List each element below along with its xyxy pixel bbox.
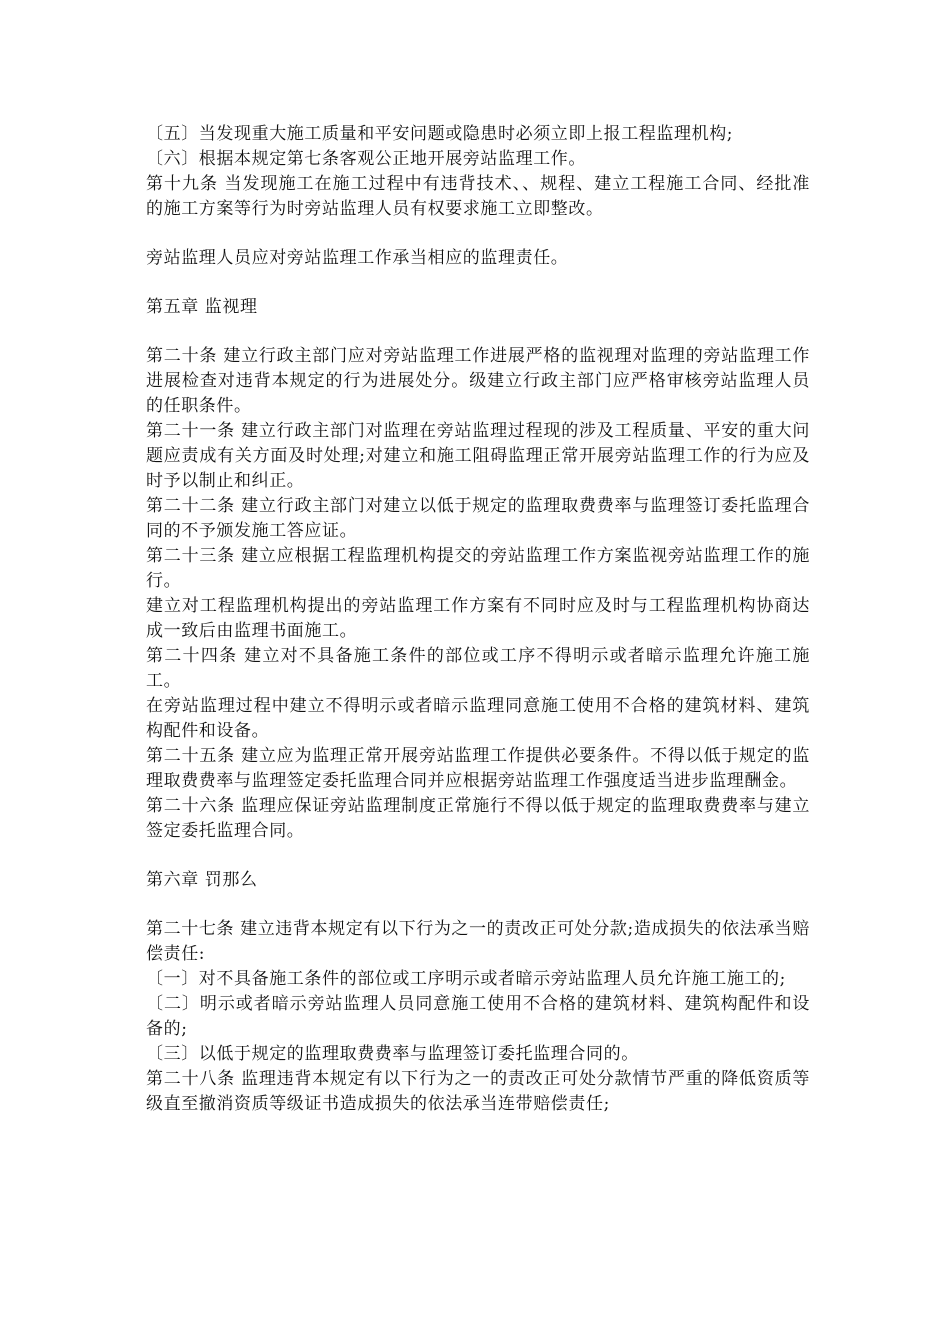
chapter-heading: 第五章 监视理 xyxy=(146,297,258,317)
paragraph: 〔五〕当发现重大施工质量和平安问题或隐患时必须立即上报工程监理机构; xyxy=(146,124,734,144)
chapter-heading: 第六章 罚那么 xyxy=(146,870,258,890)
paragraph: 〔三〕以低于规定的监理取费费率与监理签订委托监理合同的。 xyxy=(146,1044,639,1064)
paragraph-gap xyxy=(146,320,810,344)
paragraph: 第二十三条 建立应根据工程监理机构提交的旁站监理工作方案监视旁站监理工作的施行。 xyxy=(146,546,810,591)
paragraph: 〔一〕对不具备施工条件的部位或工序明示或者暗示旁站监理人员允许施工施工的; xyxy=(146,969,786,989)
paragraph: 第二十二条 建立行政主部门对建立以低于规定的监理取费费率与监理签订委托监理合同的不予颁发施工答应证。 xyxy=(146,496,810,541)
paragraph: 第二十七条 建立违背本规定有以下行为之一的责改正可处分款;造成损失的依法承当赔偿责任: xyxy=(146,919,810,964)
paragraph: 第二十八条 监理违背本规定有以下行为之一的责改正可处分款情节严重的降低资质等级直至撤消资质等级证书造成损失的依法承当连带赔偿责任; xyxy=(146,1069,810,1114)
paragraph-gap xyxy=(146,271,810,295)
paragraph: 〔六〕根据本规定第七条客观公正地开展旁站监理工作。 xyxy=(146,149,586,169)
paragraph: 〔二〕明示或者暗示旁站监理人员同意施工使用不合格的建筑材料、建筑构配件和设备的; xyxy=(146,994,810,1039)
paragraph: 第二十条 建立行政主部门应对旁站监理工作进展严格的监视理对监理的旁站监理工作进展检查对违背本规定的行为进展处分。级建立行政主部门应严格审核旁站监理人员的任职条件。 xyxy=(146,346,810,416)
paragraph-gap xyxy=(146,893,810,917)
document-body xyxy=(146,122,810,1117)
paragraph: 第十九条 当发现施工在施工过程中有违背技术、、规程、建立工程施工合同、经批准的施工方案等行为时旁站监理人员有权要求施工立即整改。 xyxy=(146,174,810,219)
paragraph-gap xyxy=(146,844,810,868)
paragraph-gap xyxy=(146,222,810,246)
paragraph: 旁站监理人员应对旁站监理工作承当相应的监理责任。 xyxy=(146,248,569,268)
paragraph: 第二十五条 建立应为监理正常开展旁站监理工作提供必要条件。不得以低于规定的监理取费费率与监理签定委托监理合同并应根据旁站监理工作强度适当进步监理酬金。 xyxy=(146,746,810,791)
paragraph: 第二十六条 监理应保证旁站监理制度正常施行不得以低于规定的监理取费费率与建立签定委托监理合同。 xyxy=(146,796,810,841)
paragraph: 第二十一条 建立行政主部门对监理在旁站监理过程现的涉及工程质量、平安的重大问题应责成有关方面及时处理;对建立和施工阻碍监理正常开展旁站监理工作的行为应及时予以制止和纠正。 xyxy=(146,421,810,491)
paragraph: 在旁站监理过程中建立不得明示或者暗示监理同意施工使用不合格的建筑材料、建筑构配件和设备。 xyxy=(146,696,810,741)
paragraph: 建立对工程监理机构提出的旁站监理工作方案有不同时应及时与工程监理机构协商达成一致后由监理书面施工。 xyxy=(146,596,810,641)
paragraph: 第二十四条 建立对不具备施工条件的部位或工序不得明示或者暗示监理允许施工施工。 xyxy=(146,646,810,691)
